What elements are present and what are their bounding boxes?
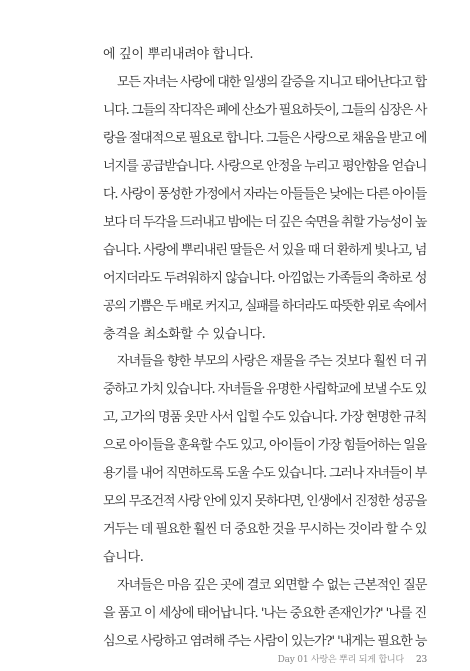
body-line-5: 너지를 공급받습니다. 사랑으로 안정을 누리고 평안함을 얻습니 xyxy=(103,159,427,174)
body-line-11: 충격을 최소화할 수 있습니다. xyxy=(103,327,266,342)
body-line-10: 공의 기쁨은 두 배로 커지고, 실패를 하더라도 따뜻한 위로 속에서 xyxy=(103,299,427,314)
body-line-22: 심으로 사랑하고 염려해 주는 사람이 있는가?' '내게는 필요한 능 xyxy=(103,634,427,649)
body-line-1: 에 깊이 뿌리내려야 합니다. xyxy=(103,47,254,62)
body-line-20: 자녀들은 마음 깊은 곳에 결코 외면할 수 없는 근본적인 질문 xyxy=(117,578,427,593)
body-line-15: 으로 아이들을 훈육할 수도 있고, 아이들이 가장 힘들어하는 일을 xyxy=(103,438,427,453)
body-line-6: 다. 사랑이 풍성한 가정에서 자라는 아들들은 낮에는 다른 아이들 xyxy=(103,187,427,202)
body-line-3: 니다. 그들의 작디작은 폐에 산소가 필요하듯이, 그들의 심장은 사 xyxy=(103,103,427,118)
body-line-2: 모든 자녀는 사랑에 대한 일생의 갈증을 지니고 태어난다고 합 xyxy=(117,75,427,90)
body-line-18: 거두는 데 필요한 훨씬 더 중요한 것을 무시하는 것이라 할 수 있 xyxy=(103,522,427,537)
body-line-17: 모의 무조건적 사랑 안에 있지 못하다면, 인생에서 진정한 성공을 xyxy=(103,494,427,509)
page-footer xyxy=(278,652,427,665)
page-number: 23 xyxy=(415,655,427,665)
body-line-9: 어지더라도 두려워하지 않습니다. 아낌없는 가족들의 축하로 성 xyxy=(103,271,427,286)
body-line-13: 중하고 가치 있습니다. 자녀들을 유명한 사립학교에 보낼 수도 있 xyxy=(103,382,427,397)
body-line-12: 자녀들을 향한 부모의 사랑은 재물을 주는 것보다 훨씬 더 귀 xyxy=(117,354,427,369)
body-line-14: 고, 고가의 명품 옷만 사서 입힐 수도 있습니다. 가장 현명한 규칙 xyxy=(103,410,427,425)
body-line-7: 보다 더 두각을 드러내고 밤에는 더 깊은 숙면을 취할 가능성이 높 xyxy=(103,215,427,230)
body-line-4: 랑을 절대적으로 필요로 합니다. 그들은 사랑으로 채움을 받고 에 xyxy=(103,131,427,146)
body-line-16: 용기를 내어 직면하도록 도울 수도 있습니다. 그러나 자녀들이 부 xyxy=(103,466,427,481)
running-title: Day 01 사랑은 뿌리 되게 합니다 xyxy=(277,655,404,665)
body-line-8: 습니다. 사랑에 뿌리내린 딸들은 서 있을 때 더 환하게 빛나고, 넘 xyxy=(103,243,427,258)
body-line-21: 을 품고 이 세상에 태어납니다. '나는 중요한 존재인가?' '나를 진 xyxy=(103,606,427,621)
body-line-19: 습니다. xyxy=(103,550,144,565)
